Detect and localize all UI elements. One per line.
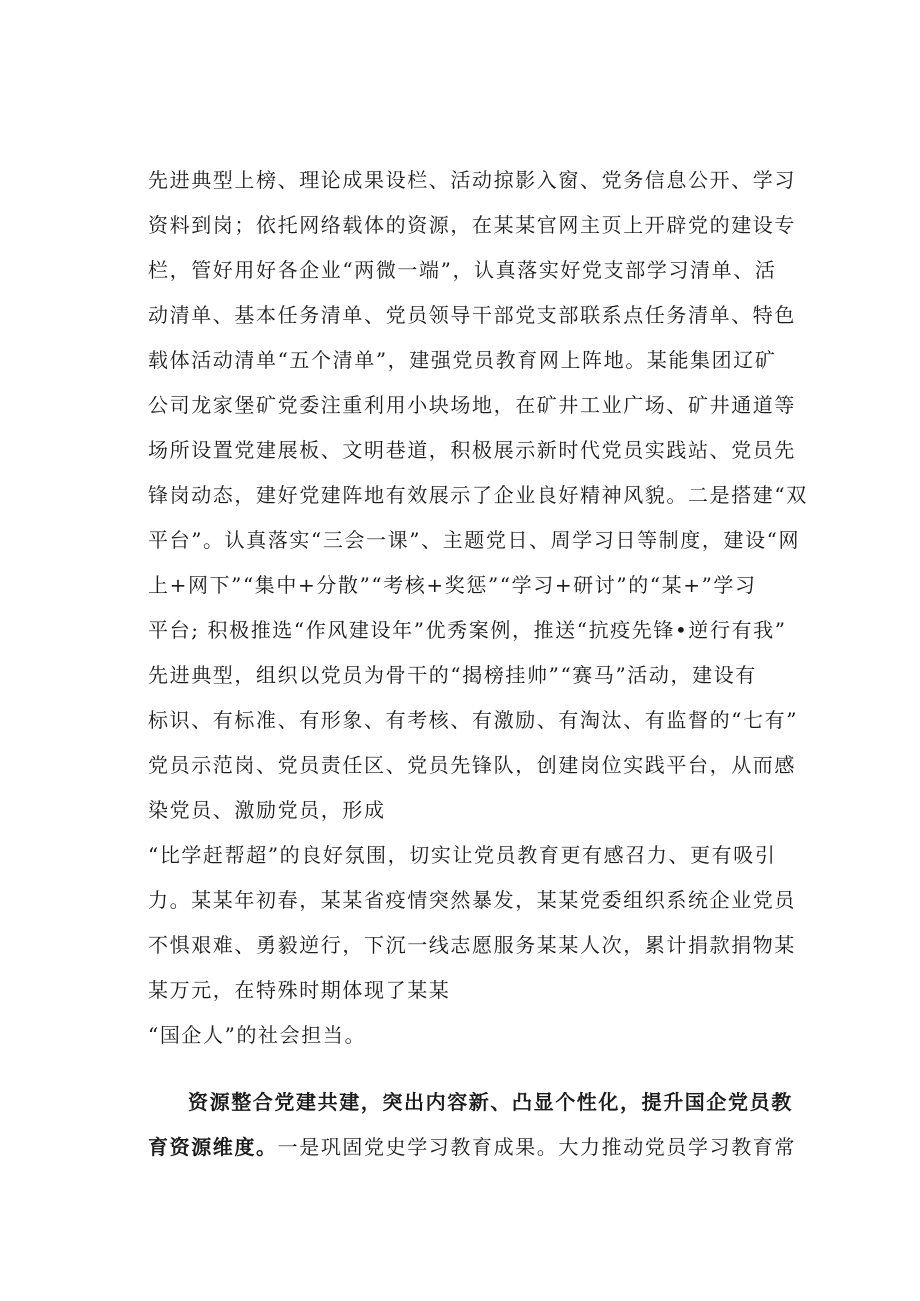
section-heading-end: 育资源维度。 (148, 1135, 278, 1159)
text-line: “比学赶帮超”的良好氛围，切实让党员教育更有感召力、更有吸引 (148, 843, 777, 867)
text-line: 先进典型上榜、理论成果设栏、活动掠影入窗、党务信息公开、学习 (148, 168, 796, 192)
text-line: 染党员、激励党员，形成 (148, 798, 386, 822)
text-line: 不惧艰难、勇毅逆行，下沉一线志愿服务某某人次，累计捐款捐物某 (148, 933, 796, 957)
text-line: “国企人”的社会担当。 (148, 1023, 367, 1047)
section-heading: 资源整合党建共建，突出内容新、凸显个性化，提升国企党员教 (188, 1090, 793, 1114)
text-line: 上+网下”“集中+分散”“考核+奖惩”“学习+研讨”的“某+”学习 (148, 573, 757, 597)
body-text (148, 158, 828, 1170)
text-line: 先进典型，组织以党员为骨干的“揭榜挂帅”“赛马”活动，建设有 (148, 663, 757, 687)
section-body-start: 一是巩固党史学习教育成果。大力推动党员学习教育常 (277, 1135, 797, 1159)
paragraph-gap (148, 1058, 828, 1080)
text-line: 锋岗动态，建好党建阵地有效展示了企业良好精神风貌。二是搭建“双 (148, 483, 808, 507)
text-line: 资料到岗；依托网络载体的资源，在某某官网主页上开辟党的建设专 (148, 213, 796, 237)
text-line: 力。某某年初春，某某省疫情突然暴发，某某党委组织系统企业党员 (148, 888, 796, 912)
text-line: 场所设置党建展板、文明巷道，积极展示新时代党员实践站、党员先 (148, 438, 796, 462)
text-line: 动清单、基本任务清单、党员领导干部党支部联系点任务清单、特色 (148, 303, 796, 327)
text-line: 栏，管好用好各企业“两微一端”，认真落实好党支部学习清单、活 (148, 258, 777, 282)
text-line: 党员示范岗、党员责任区、党员先锋队，创建岗位实践平台，从而感 (148, 753, 796, 777)
text-line: 某万元，在特殊时期体现了某某 (148, 978, 451, 1002)
text-line: 平台”。认真落实“三会一课”、主题党日、周学习日等制度，建设“网 (148, 528, 801, 552)
text-line: 公司龙家堡矿党委注重利用小块场地，在矿井工业广场、矿井通道等 (148, 393, 796, 417)
text-line: 标识、有标准、有形象、有考核、有激励、有淘汰、有监督的“七有” (148, 708, 799, 732)
text-line: 载体活动清单“五个清单”，建强党员教育网上阵地。某能集团辽矿 (148, 348, 777, 372)
text-line: 平台; 积极推选“作风建设年”优秀案例，推送“抗疫先锋•逆行有我” (148, 618, 787, 642)
section-heading-continuation (148, 1125, 828, 1170)
